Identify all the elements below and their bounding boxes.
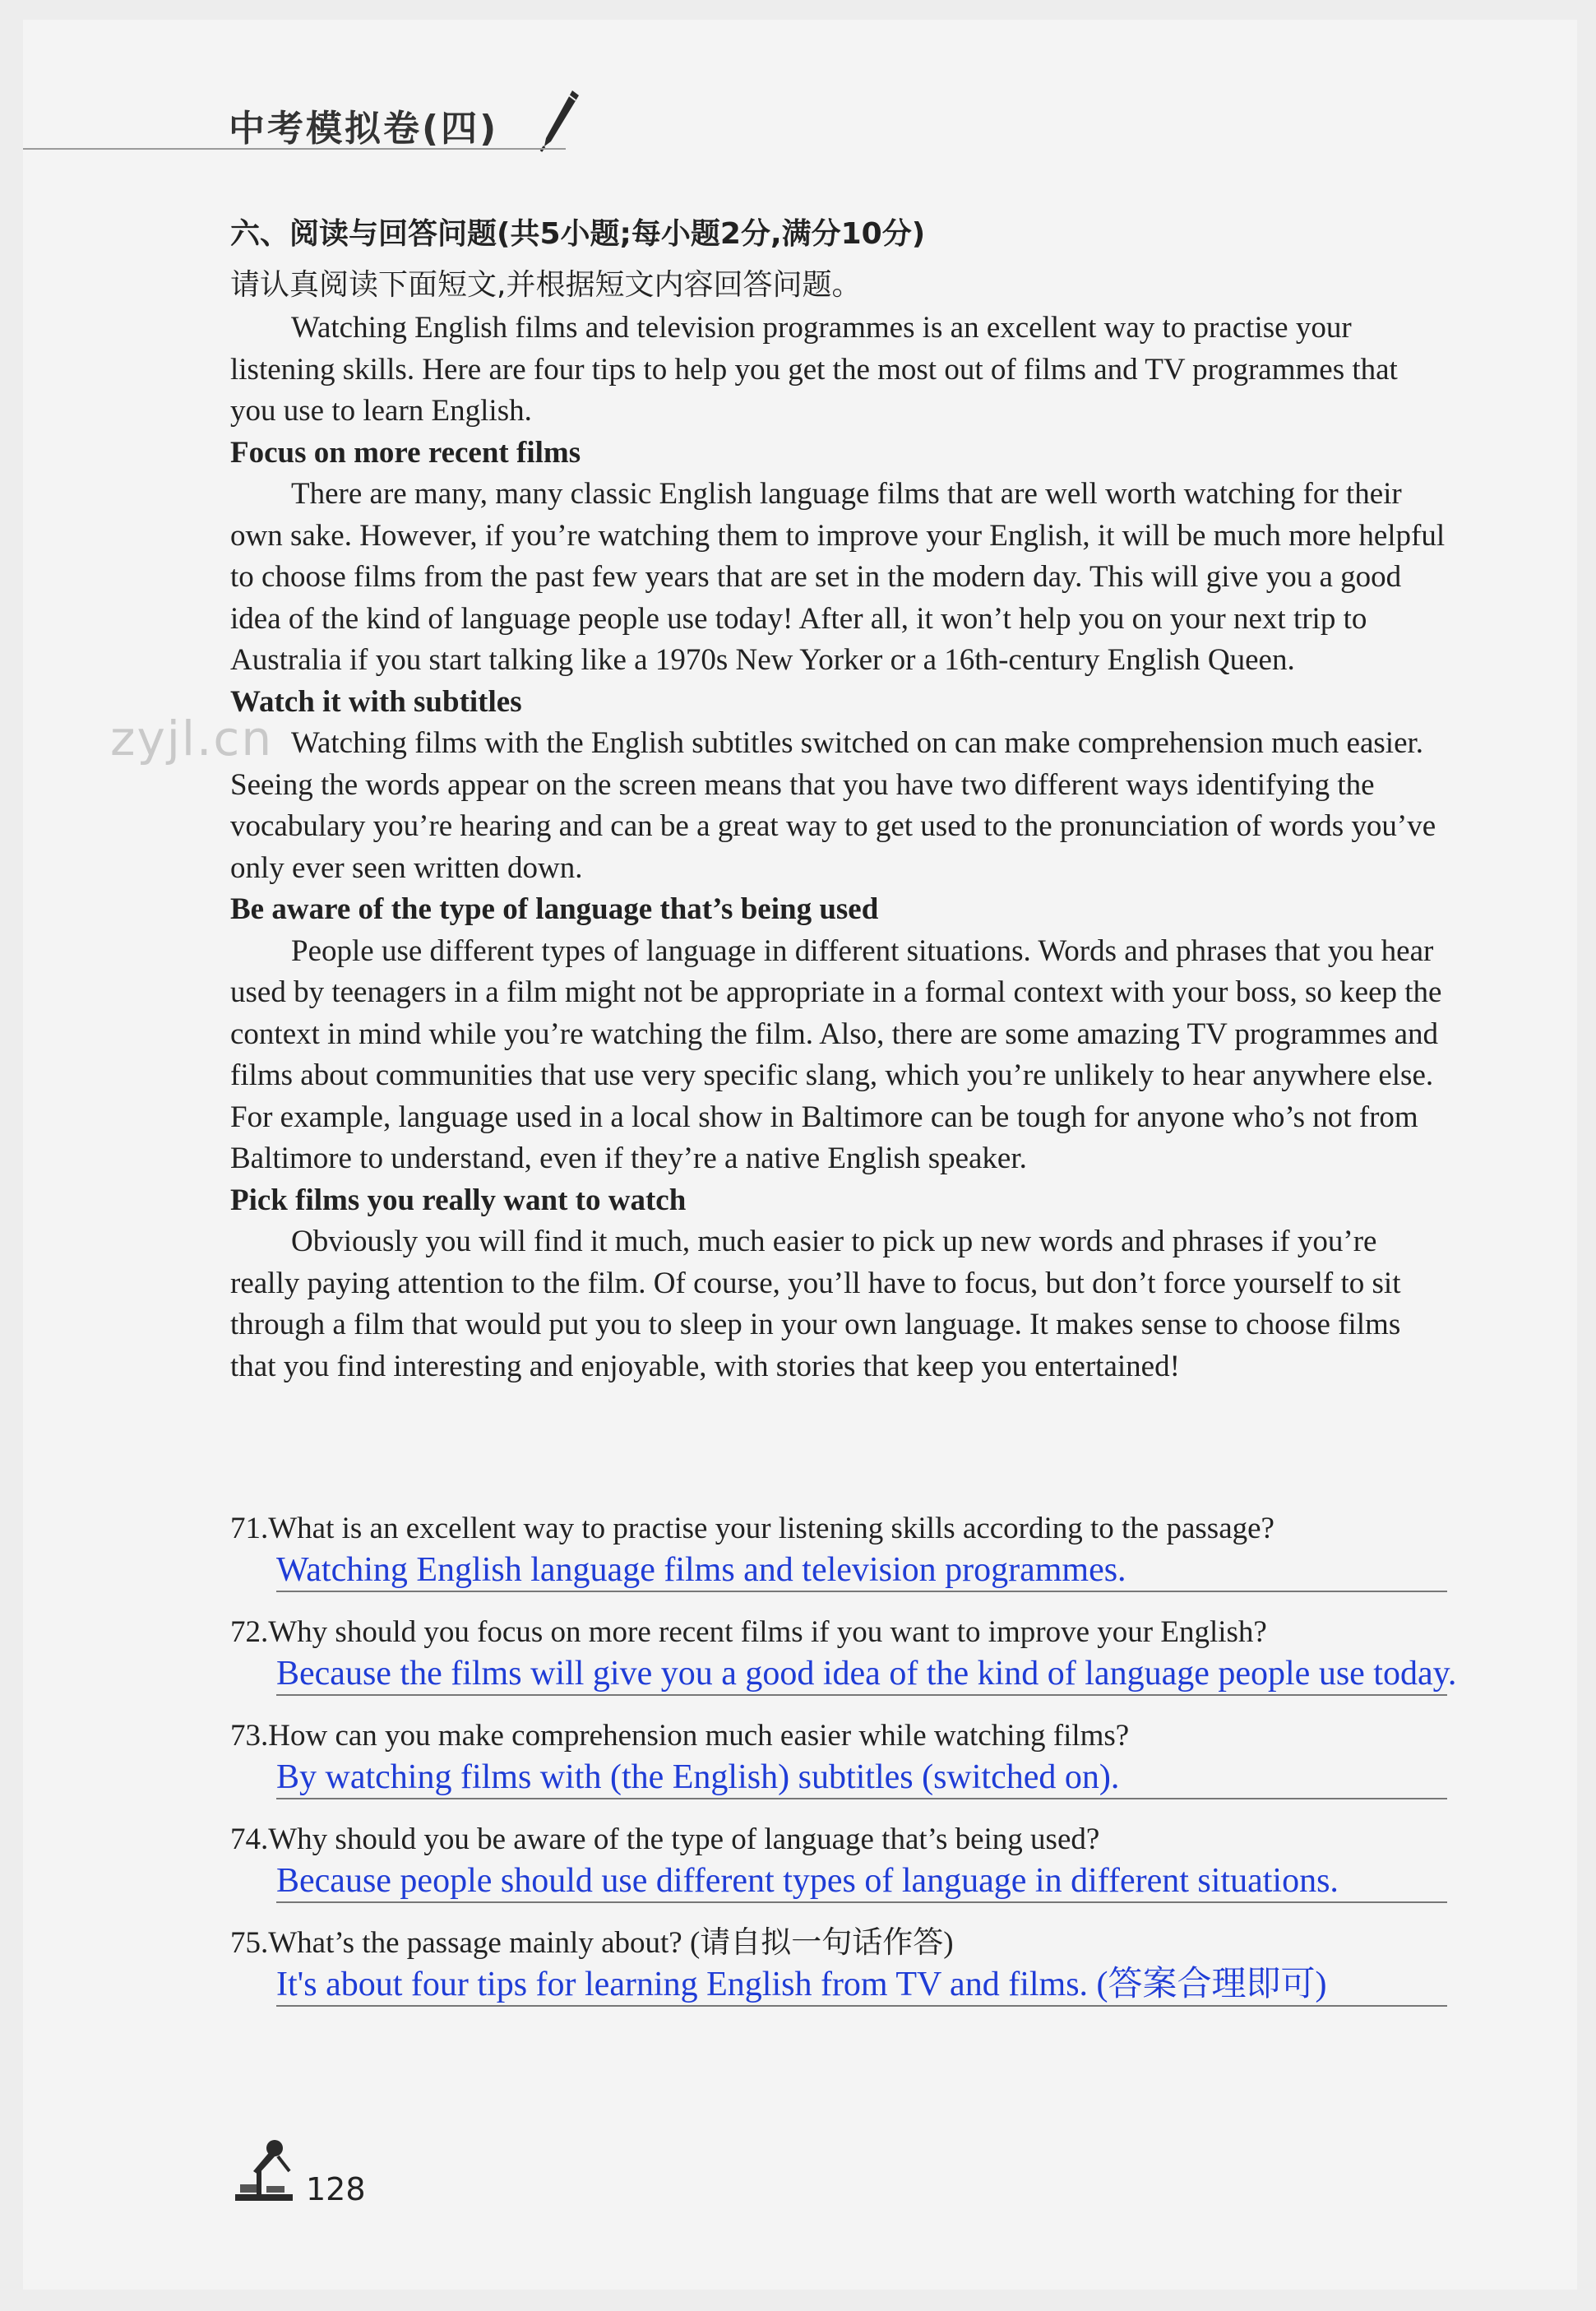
answer-underline [276,1591,1447,1592]
tip-paragraph: People use different types of language in different situations. Words and phrases that you hear used by teenagers in a film might not be appropriate in a formal context with your boss, so keep the context in mind while you’re watching the film. Also, there are some amazing TV programmes and films about communities that use very specific slang, which you’re unlikely to hear anywhere else. For example, language used in a local show in Baltimore can be tough for anyone who’s not from Baltimore to understand, even if they’re a native English speaker. [230,933,1442,1175]
question-prompt [230,1612,1546,1653]
answer-text: Because people should use different types of language in different situations. [276,1862,1339,1900]
question-text: What is an excellent way to practise your listening skills according to the passage? [268,1512,1274,1545]
lamp-icon [229,2137,298,2204]
question-text: How can you make comprehension much easier while watching films? [268,1719,1130,1753]
question-number: 73. [230,1719,269,1753]
answer-text: By watching films with (the English) subtitles (switched on). [276,1758,1120,1796]
answer-underline [276,1901,1447,1903]
question-prompt [230,1819,1546,1860]
tip-heading: Pick films you really want to watch [230,1183,687,1217]
answer-underline [276,2005,1447,2007]
question-list [230,1508,1546,2026]
answer-row [230,1653,1546,1697]
tip-paragraph: There are many, many classic English language films that are well worth watching for their own sake. However, if you’re watching them to improve your English, it will be much more helpful to choose films from the past few years that are set in the modern day. This will give you a good idea of the kind of language people use today! After all, it won’t help you on your next trip to Australia if you start talking like a 1970s New Yorker or a 16th-century English Queen. [230,477,1446,677]
header-divider [23,148,566,150]
section-instruction: 请认真阅读下面短文,并根据短文内容回答问题。 [230,268,862,302]
answer-text: Watching English language films and television programmes. [276,1551,1126,1589]
question-item [230,1508,1546,1594]
pen-icon [536,87,582,153]
question-prompt [230,1923,1546,1964]
watermark: zyjl.cn [110,711,274,766]
header-title: 中考模拟卷(四) [229,108,499,150]
answer-row [230,1964,1546,2008]
passage-intro: Watching English films and television programmes is an excellent way to practise your listening skills. Here are four tips to help you get the most out of films and TV programmes that you use to learn English. [230,311,1398,428]
answer-row [230,1549,1546,1594]
question-number: 72. [230,1615,269,1649]
tip-heading: Focus on more recent films [230,435,581,470]
question-text: What’s the passage mainly about? (请自拟一句话作答) [268,1926,954,1960]
tip-paragraph: Obviously you will find it much, much easier to pick up new words and phrases if you’re really paying attention to the film. Of course, you’ll have to focus, but don’t force yourself to sit through a film that would put you to sleep in your own language. It makes sense to choose films that you find interesting and enjoyable, with stories that keep you entertained! [230,1225,1401,1383]
question-number: 75. [230,1926,269,1960]
question-text: Why should you focus on more recent films if you want to improve your English? [268,1615,1267,1649]
answer-text: It's about four tips for learning English from TV and films. (答案合理即可) [276,1966,1327,2003]
question-number: 71. [230,1512,269,1545]
answer-row [230,1757,1546,1801]
answer-text: Because the films will give you a good idea of the kind of language people use today. [276,1655,1457,1693]
tip-paragraph: Watching films with the English subtitles switched on can make comprehension much easier. Seeing the words appear on the screen means that you have two different ways identifying the vocabulary you’re hearing and can be a great way to get used to the pronunciation of words you’ve only ever seen written down. [230,726,1436,885]
question-number: 74. [230,1822,269,1856]
page-number: 128 [306,2171,366,2207]
question-item [230,1819,1546,1905]
question-item [230,1612,1546,1697]
tip-heading: Be aware of the type of language that’s being used [230,892,879,926]
question-item [230,1923,1546,2008]
answer-underline [276,1798,1447,1799]
question-prompt [230,1716,1546,1757]
question-text: Why should you be aware of the type of language that’s being used? [268,1822,1100,1856]
answer-row [230,1860,1546,1905]
answer-underline [276,1694,1447,1696]
tip-heading: Watch it with subtitles [230,684,522,719]
reading-passage [230,308,1447,1387]
question-item [230,1716,1546,1801]
section-heading: 六、阅读与回答问题(共5小题;每小题2分,满分10分) [230,217,926,251]
question-prompt [230,1508,1546,1549]
